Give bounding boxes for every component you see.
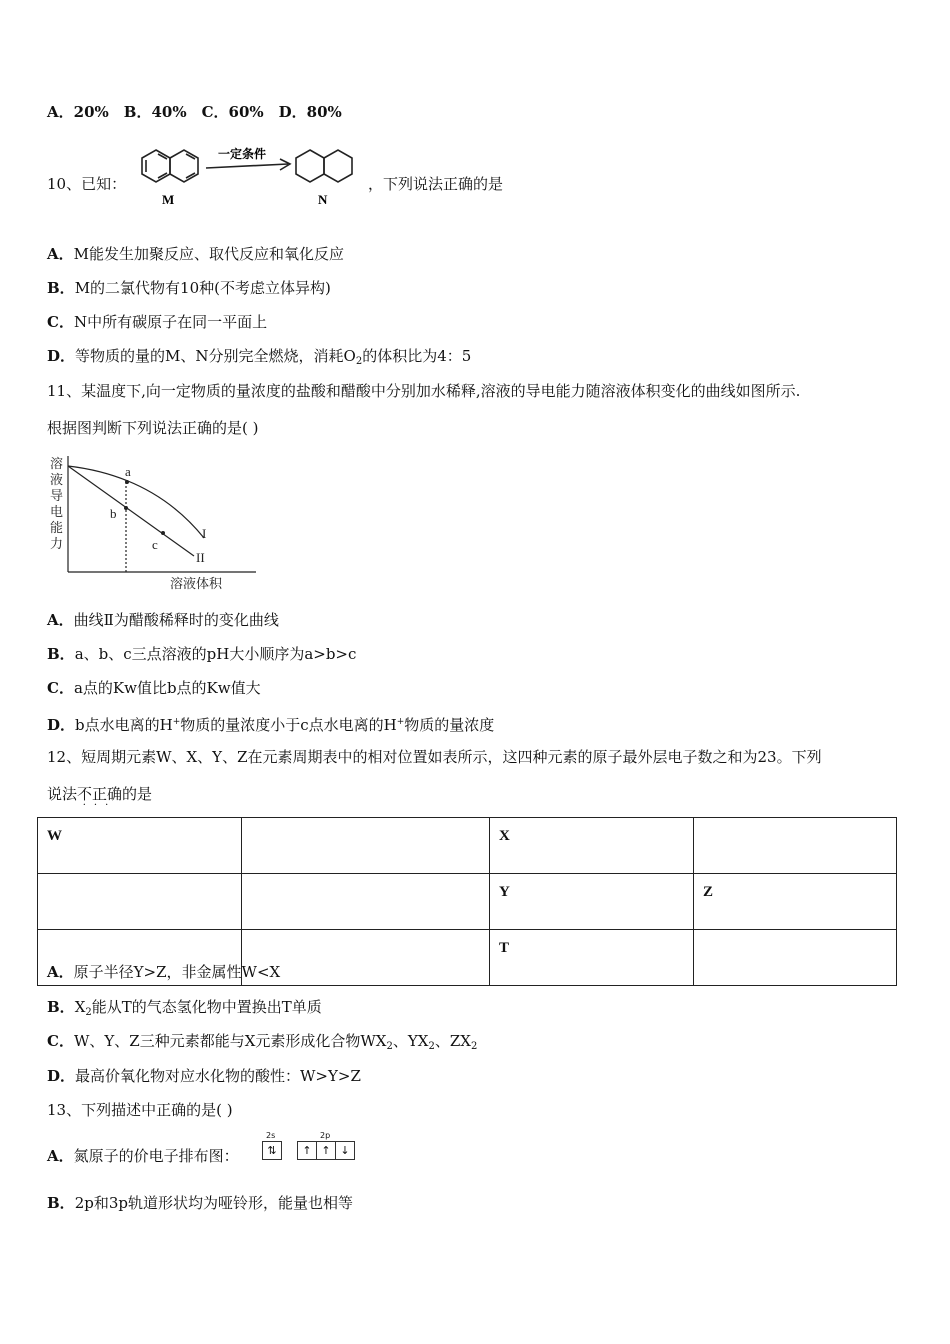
q10-option-a: A．M能发生加聚反应、取代反应和氧化反应 (47, 245, 345, 263)
ylabel-char-6: 力 (50, 537, 64, 552)
conductivity-chart (44, 452, 264, 594)
q13-option-a: A．氮原子的价电子排布图： (47, 1147, 239, 1165)
orbital-box-2p-2: ↑ (316, 1141, 336, 1160)
q11-option-d: D．b点水电离的H+物质的量浓度小于c点水电离的H+物质的量浓度 (47, 716, 495, 734)
label-m: M (162, 192, 175, 207)
orbital-box-2p-1: ↑ (297, 1141, 317, 1160)
table-cell (38, 874, 242, 930)
table-row (38, 818, 897, 874)
table-cell (242, 874, 490, 930)
label-c: c (152, 537, 158, 552)
point-b (124, 506, 128, 510)
ylabel-char-2: 液 (50, 473, 64, 488)
q10-prefix: 10、已知： (47, 175, 127, 193)
ylabel-char-4: 电 (50, 505, 64, 520)
naphthalene-structure (142, 150, 198, 182)
label-curve-i: I (202, 526, 207, 541)
table-cell (694, 818, 897, 874)
q12-option-a: A．原子半径Y>Z，非金属性W<X (47, 963, 281, 981)
q11-option-c: C．a点的Kw值比b点的Kw值大 (47, 679, 261, 697)
q12-option-d: D．最高价氧化物对应水化物的酸性：W>Y>Z (47, 1067, 361, 1085)
q10-option-c: C．N中所有碳原子在同一平面上 (47, 313, 268, 331)
point-a (125, 480, 129, 484)
ylabel-char-3: 导 (50, 489, 64, 504)
q10-option-d: D．等物质的量的M、N分别完全燃烧，消耗$O_2$的体积比为4：5 (47, 347, 472, 367)
table-cell: X (490, 818, 694, 874)
ylabel-char-5: 能 (50, 521, 64, 536)
q9-options: A．20% B．40% C．60% D．80% (47, 103, 342, 121)
q12-option-b: B．$X_2$能从T的气态氢化物中置换出T单质 (47, 998, 322, 1018)
periodic-table-fragment (37, 817, 897, 986)
condition-text: 一定条件 (218, 147, 267, 161)
label-curve-ii: II (196, 550, 205, 565)
q11-option-a: A．曲线Ⅱ为醋酸稀释时的变化曲线 (47, 611, 279, 629)
q12-stem-line2: 说法不正确 ··· 的是 (47, 785, 153, 811)
table-cell (242, 818, 490, 874)
orbital-label-2p: 2p (320, 1131, 331, 1140)
q13-option-b: B．2p和3p轨道形状均为哑铃形，能量也相等 (47, 1194, 353, 1212)
q12-stem-line1: 12、短周期元素W、X、Y、Z在元素周期表中的相对位置如表所示，这四种元素的原子最外层电子数之和为23。下列 (47, 748, 822, 766)
orbital-box-2p-3: ↓ (335, 1141, 355, 1160)
decalin-structure (296, 150, 352, 182)
table-cell: Z (694, 874, 897, 930)
table-cell: T (490, 930, 694, 986)
label-n: N (318, 192, 328, 207)
q11-stem-line1: 11、某温度下,向一定物质的量浓度的盐酸和醋酸中分别加水稀释,溶液的导电能力随溶液体积变化的曲线如图所示. (47, 382, 801, 400)
label-a: a (125, 464, 131, 479)
table-cell (694, 930, 897, 986)
reaction-scheme (132, 142, 372, 210)
ylabel-char-1: 溶 (50, 457, 64, 472)
curve-ii (68, 466, 194, 556)
point-c (161, 531, 165, 535)
q10-suffix: ，下列说法正确的是 (368, 175, 504, 193)
q12-option-c: C．W、Y、Z三种元素都能与X元素形成化合物$WX_2$、$YX_2$、$ZX_2$ (47, 1032, 478, 1052)
emphasized-text: 不正确 (77, 785, 123, 803)
q13-stem: 13、下列描述中正确的是( ) (47, 1101, 233, 1119)
table-cell: Y (490, 874, 694, 930)
table-row (38, 874, 897, 930)
orbital-box-2s: ⇅ (262, 1141, 282, 1160)
q10-option-b: B．M的二氯代物有10种(不考虑立体异构) (47, 279, 331, 297)
table-cell: W (38, 818, 242, 874)
q11-stem-line2: 根据图判断下列说法正确的是( ) (47, 419, 259, 437)
label-b: b (110, 506, 117, 521)
q11-option-b: B．a、b、c三点溶液的pH大小顺序为a>b>c (47, 645, 357, 663)
curve-i (68, 466, 204, 538)
orbital-label-2s: 2s (266, 1131, 276, 1140)
xlabel: 溶液体积 (170, 577, 223, 592)
